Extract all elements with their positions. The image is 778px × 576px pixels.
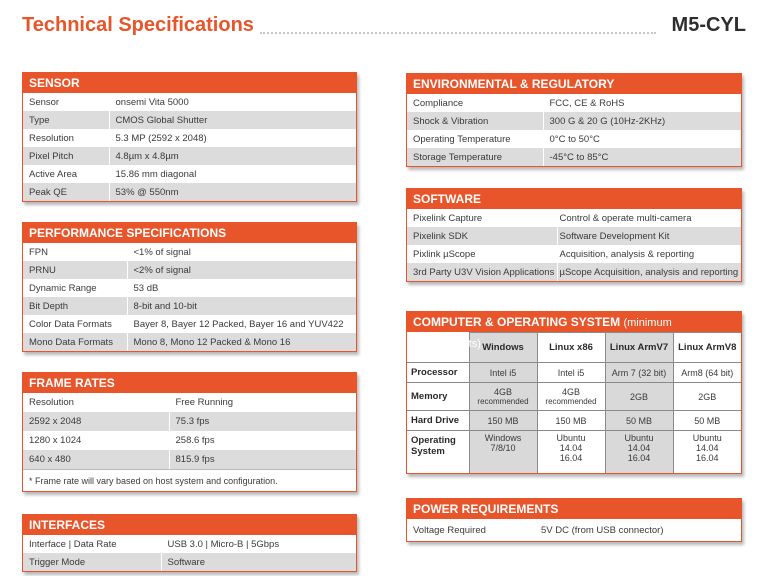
computer-os-title: COMPUTER & OPERATING SYSTEM <box>413 315 621 329</box>
spec-value: 4.8µm x 4.8µm <box>109 147 356 165</box>
title-dotted-leader <box>260 32 656 34</box>
spec-label: Compliance <box>407 94 543 112</box>
table-row <box>407 94 741 112</box>
software-panel <box>406 188 742 282</box>
table-row <box>23 431 356 450</box>
spec-value: <2% of signal <box>127 261 356 279</box>
spec-value: Free Running <box>175 397 234 408</box>
os-version: 16.04 <box>627 453 651 463</box>
environmental-table <box>407 94 741 166</box>
column-header-linux-armv7: Linux ArmV7 <box>605 333 673 363</box>
spec-label: 2592 x 2048 <box>23 412 169 431</box>
spec-label: Dynamic Range <box>23 279 127 297</box>
table-row <box>23 129 356 147</box>
table-row <box>407 148 741 166</box>
table-row <box>407 227 741 245</box>
memory-note: recommended <box>545 397 597 406</box>
sensor-heading: SENSOR <box>23 73 356 93</box>
sensor-table <box>23 93 356 201</box>
table-row <box>23 393 356 412</box>
table-row <box>407 263 741 281</box>
spec-label: Shock & Vibration <box>407 112 543 130</box>
performance-heading: PERFORMANCE SPECIFICATIONS <box>23 223 356 243</box>
spec-value: 5.3 MP (2592 x 2048) <box>115 132 207 144</box>
spec-label: Pixelink SDK <box>407 227 557 245</box>
spec-value: 53% @ 550nm <box>109 183 356 201</box>
performance-table <box>23 243 356 351</box>
frame-rates-heading: FRAME RATES <box>23 373 356 393</box>
table-row <box>407 431 741 473</box>
spec-label: Peak QE <box>23 183 109 201</box>
cell-value: Arm 7 (32 bit) <box>605 363 673 383</box>
cell-value: Intel i5 <box>537 363 605 383</box>
row-header-operating-system: Operating System <box>407 431 469 473</box>
computer-os-subtitle: (minimum requirements) <box>413 317 672 350</box>
environmental-panel <box>406 73 742 167</box>
interfaces-panel <box>22 514 357 572</box>
spec-label: PRNU <box>23 261 127 279</box>
table-row <box>23 450 356 469</box>
software-heading: SOFTWARE <box>407 189 741 209</box>
spec-value: Software <box>161 553 356 571</box>
table-row <box>23 535 356 553</box>
table-row <box>407 411 741 431</box>
row-header-memory: Memory <box>407 383 469 411</box>
spec-label: Color Data Formats <box>23 315 127 333</box>
table-row <box>23 93 356 111</box>
spec-value: FCC, CE & RoHS <box>549 97 625 109</box>
cell-value <box>537 383 605 411</box>
os-name: Ubuntu <box>692 433 722 443</box>
spec-label: Mono Data Formats <box>23 333 127 351</box>
row-header-hard-drive: Hard Drive <box>407 411 469 431</box>
software-table <box>407 209 741 281</box>
column-header-windows: Windows <box>469 333 537 363</box>
spec-value: 5V DC (from USB connector) <box>541 524 664 536</box>
power-heading: POWER REQUIREMENTS <box>407 499 741 519</box>
spec-label: Pixel Pitch <box>23 147 109 165</box>
table-row <box>407 519 741 541</box>
spec-label: Active Area <box>23 165 109 183</box>
table-row <box>23 297 356 315</box>
spec-value: onsemi Vita 5000 <box>115 96 189 108</box>
interfaces-table <box>23 535 356 571</box>
table-row <box>23 279 356 297</box>
cell-value: Intel i5 <box>469 363 537 383</box>
frame-rate-footnote: * Frame rate will vary based on host system and configuration. <box>23 469 356 491</box>
os-name: Ubuntu <box>624 433 654 443</box>
spec-label: FPN <box>23 243 127 261</box>
cell-value <box>537 431 605 473</box>
power-table <box>407 519 741 541</box>
table-row <box>23 333 356 351</box>
column-header-linux-armv8: Linux ArmV8 <box>673 333 741 363</box>
spec-value: <1% of signal <box>133 246 191 258</box>
interfaces-heading: INTERFACES <box>23 515 356 535</box>
cell-value <box>469 383 537 411</box>
spec-value: 75.3 fps <box>169 412 356 431</box>
environmental-heading: ENVIRONMENTAL & REGULATORY <box>407 74 741 94</box>
table-row <box>407 245 741 263</box>
sensor-panel <box>22 72 357 202</box>
spec-value: Mono 8, Mono 12 Packed & Mono 16 <box>127 333 356 351</box>
spec-label: Voltage Required <box>413 524 486 536</box>
spec-label: 3rd Party U3V Vision Applications <box>407 263 557 281</box>
row-header-processor: Processor <box>407 363 469 383</box>
table-row <box>407 363 741 383</box>
spec-label: Pixelink Capture <box>407 209 557 227</box>
table-row <box>407 209 741 227</box>
table-row <box>23 243 356 261</box>
spec-label: Bit Depth <box>23 297 127 315</box>
table-row <box>407 383 741 411</box>
cell-value: 2GB <box>673 383 741 411</box>
table-row <box>407 130 741 148</box>
spec-label: Sensor <box>23 93 109 111</box>
spec-label: Trigger Mode <box>23 553 161 571</box>
os-name: Ubuntu <box>556 433 586 443</box>
cell-value <box>469 431 537 473</box>
spec-value: CMOS Global Shutter <box>109 111 356 129</box>
spec-value: 300 G & 20 G (10Hz-2KHz) <box>543 112 741 130</box>
table-row <box>23 183 356 201</box>
table-row <box>23 111 356 129</box>
spec-value: USB 3.0 | Micro-B | 5Gbps <box>167 538 280 550</box>
spec-value: Acquisition, analysis & reporting <box>559 248 695 260</box>
memory-note: recommended <box>477 397 529 406</box>
computer-os-panel <box>406 311 742 474</box>
spec-value: 815.9 fps <box>169 450 356 469</box>
os-version: 16.04 <box>559 453 583 463</box>
cell-value: Arm8 (64 bit) <box>673 363 741 383</box>
cell-value <box>605 431 673 473</box>
spec-label: Interface | Data Rate <box>23 535 161 553</box>
table-row <box>23 412 356 431</box>
table-row <box>23 315 356 333</box>
table-row <box>23 165 356 183</box>
spec-value: Software Development Kit <box>557 227 741 245</box>
spec-label: Type <box>23 111 109 129</box>
memory-value: 4GB <box>561 387 580 397</box>
spec-label: Resolution <box>23 129 109 147</box>
page-title: Technical Specifications <box>22 14 254 36</box>
column-header-linux-x86: Linux x86 <box>537 333 605 363</box>
spec-value: µScope Acquisition, analysis and reporting <box>557 263 741 281</box>
os-version: 16.04 <box>695 453 719 463</box>
cell-value: 50 MB <box>605 411 673 431</box>
performance-panel <box>22 222 357 352</box>
os-version: 14.04 <box>695 443 719 453</box>
cell-value <box>673 431 741 473</box>
spec-value: -45°C to 85°C <box>543 148 741 166</box>
spec-label: Pixlink µScope <box>407 245 557 263</box>
cell-value: 2GB <box>605 383 673 411</box>
cell-value: 150 MB <box>469 411 537 431</box>
model-name: M5-CYL <box>671 14 746 36</box>
os-value-windows: Windows 7/8/10 <box>484 433 522 453</box>
memory-value: 4GB <box>493 387 512 397</box>
spec-value: 53 dB <box>133 282 159 294</box>
table-row <box>407 112 741 130</box>
table-row <box>23 261 356 279</box>
spec-label: Operating Temperature <box>407 130 543 148</box>
spec-label: 1280 x 1024 <box>23 431 169 450</box>
frame-rates-panel <box>22 372 357 492</box>
spec-value: 8-bit and 10-bit <box>127 297 356 315</box>
spec-label: Resolution <box>23 393 169 412</box>
page-header <box>22 10 746 44</box>
spec-value: 15.86 mm diagonal <box>115 168 197 180</box>
spec-label: Storage Temperature <box>407 148 543 166</box>
spec-value: 0°C to 50°C <box>549 133 600 145</box>
spec-value: Control & operate multi-camera <box>559 212 692 224</box>
table-row <box>23 147 356 165</box>
spec-value: 258.6 fps <box>175 435 215 446</box>
table-row <box>23 553 356 571</box>
frame-rates-table <box>23 393 356 469</box>
computer-os-table <box>407 332 741 473</box>
power-panel <box>406 498 742 542</box>
os-version: 14.04 <box>559 443 583 453</box>
cell-value: 150 MB <box>537 411 605 431</box>
spec-value: Bayer 8, Bayer 12 Packed, Bayer 16 and YUV422 <box>133 318 344 330</box>
cell-value: 50 MB <box>673 411 741 431</box>
os-version: 14.04 <box>627 443 651 453</box>
spec-label: 640 x 480 <box>23 450 169 469</box>
